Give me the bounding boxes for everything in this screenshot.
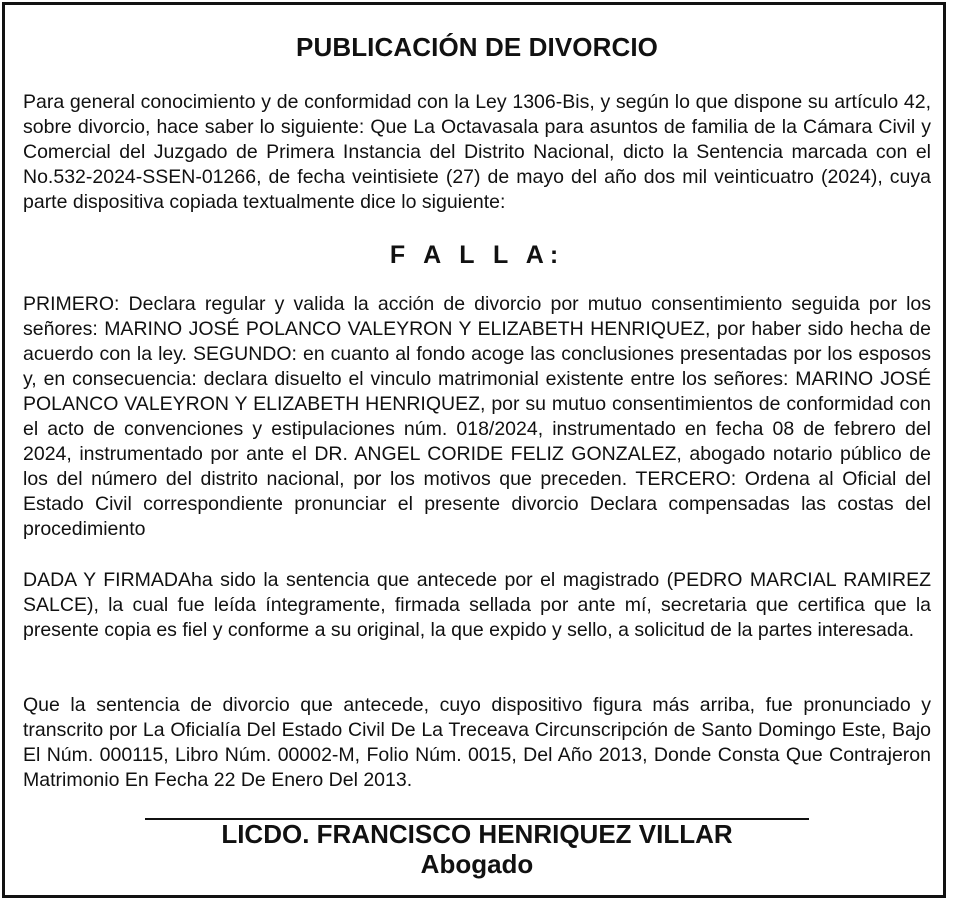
signer-name: LICDO. FRANCISCO HENRIQUEZ VILLAR	[221, 819, 733, 849]
ruling-paragraph: PRIMERO: Declara regular y valida la acción de divorcio por mutuo consentimiento seguida por los señores: MARINO JOSÉ POLANCO VALEYRON Y ELIZABETH HENRIQUEZ, por haber sido hecha de acuerdo con la ley. SEGUNDO: en cuanto al fondo acoge las conclusiones presentadas por los esposos y, en consecuencia: declara disuelto el vinculo matrimonial existente entre los señores: MARINO JOSÉ POLANCO VALEYRON Y ELIZABETH HENRIQUEZ, por su mutuo consentimientos de conformidad con el acto de convenciones y estipulaciones núm. 018/2024, instrumentado en fecha 08 de febrero del 2024, instrumentado por ante el DR. ANGEL CORIDE FELIZ GONZALEZ, abogado notario público de los del número del distrito nacional, por los motivos que preceden. TERCERO: Ordena al Oficial del Estado Civil correspondiente pronunciar el presente divorcio Declara compensadas las costas del procedimiento	[23, 293, 931, 540]
signer-role: Abogado	[420, 849, 534, 879]
page-title: PUBLICACIÓN DE DIVORCIO	[296, 32, 658, 62]
signed-statement-paragraph: DADA Y FIRMADAha sido la sentencia que antecede por el magistrado (PEDRO MARCIAL RAMIREZ SALCE), la cual fue leída íntegramente, firmada sellada por ante mí, secretaria que certifica que la presente copia es fiel y conforme a su original, la que expido y sello, a solicitud de la partes interesada.	[23, 569, 931, 641]
publication-frame	[2, 2, 946, 898]
registration-paragraph: Que la sentencia de divorcio que antecede, cuyo dispositivo figura más arriba, fue pronunciado y transcrito por La Oficialía Del Estado Civil De La Treceava Circunscripción de Santo Domingo Este, Bajo El Núm. 000115, Libro Núm. 00002-M, Folio Núm. 0015, Del Año 2013, Donde Consta Que Contrajeron Matrimonio En Fecha 22 De Enero Del 2013.	[23, 694, 931, 791]
falla-heading: F A L L A:	[389, 241, 565, 269]
intro-paragraph: Para general conocimiento y de conformidad con la Ley 1306-Bis, y según lo que dispone su artículo 42, sobre divorcio, hace saber lo siguiente: Que La Octavasala para asuntos de familia de la Cámara Civil y Comercial del Juzgado de Primera Instancia del Distrito Nacional, dicto la Sentencia marcada con el No.532-2024-SSEN-01266, de fecha veintisiete (27) de mayo del año dos mil veinticuatro (2024), cuya parte dispositiva copiada textualmente dice lo siguiente:	[23, 91, 931, 213]
